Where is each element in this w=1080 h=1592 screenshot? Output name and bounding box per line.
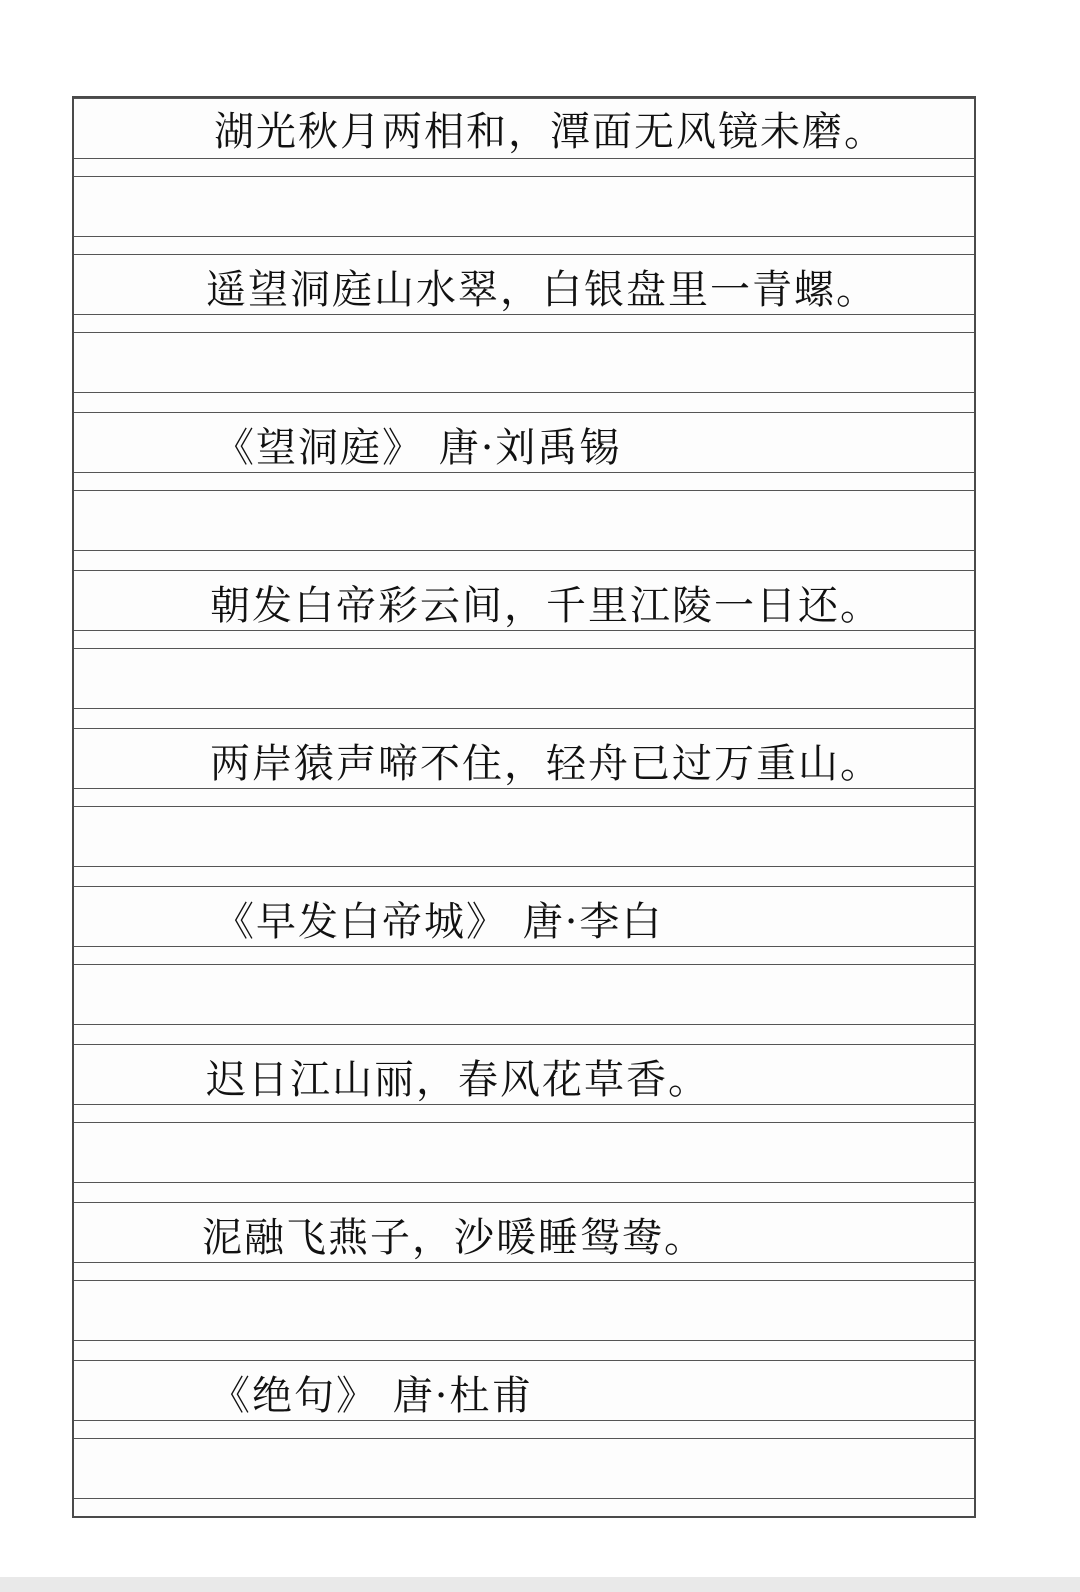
poem-line-1: 湖光秋月两相和，潭面无风镜未磨。 — [214, 109, 886, 155]
rule-line — [74, 1280, 974, 1281]
rule-line — [74, 866, 974, 867]
rule-line — [74, 788, 974, 789]
poem-line-4: 两岸猿声啼不住，轻舟已过万重山。 — [210, 741, 882, 787]
rule-line — [74, 1182, 974, 1183]
lined-writing-sheet — [72, 96, 976, 1518]
rule-line — [74, 708, 974, 709]
rule-line — [74, 254, 974, 255]
rule-line — [74, 1024, 974, 1025]
rule-line — [74, 964, 974, 965]
rule-line — [74, 332, 974, 333]
rule-line — [74, 176, 974, 177]
rule-line — [74, 886, 974, 887]
rule-line — [74, 236, 974, 237]
rule-line — [74, 648, 974, 649]
rule-line — [74, 1438, 974, 1439]
poem-title-attribution: 《绝句》 唐·杜甫 — [210, 1373, 534, 1419]
rule-line — [74, 1498, 974, 1499]
rule-line — [74, 392, 974, 393]
rule-line — [74, 550, 974, 551]
rule-line — [74, 728, 974, 729]
rule-line — [74, 490, 974, 491]
rule-line — [74, 1340, 974, 1341]
rule-line — [74, 946, 974, 947]
poem-line-2: 遥望洞庭山水翠，白银盘里一青螺。 — [206, 267, 878, 313]
rule-line — [74, 1044, 974, 1045]
rule-line — [74, 1360, 974, 1361]
rule-line — [74, 1202, 974, 1203]
rule-line — [74, 570, 974, 571]
rule-line — [74, 630, 974, 631]
rule-line — [74, 806, 974, 807]
rule-line — [74, 1420, 974, 1421]
poem-line-6: 泥融飞燕子，沙暖睡鸳鸯。 — [202, 1215, 706, 1261]
bottom-strip — [0, 1577, 1080, 1592]
poem-line-3: 朝发白帝彩云间，千里江陵一日还。 — [210, 583, 882, 629]
poem-title-attribution: 《早发白帝城》 唐·李白 — [214, 899, 664, 945]
rule-line — [74, 98, 974, 99]
rule-line — [74, 1262, 974, 1263]
rule-line — [74, 412, 974, 413]
rule-line — [74, 1104, 974, 1105]
poem-title-attribution: 《望洞庭》 唐·刘禹锡 — [214, 425, 622, 471]
poem-line-5: 迟日江山丽，春风花草香。 — [206, 1057, 710, 1103]
rule-line — [74, 314, 974, 315]
rule-line — [74, 158, 974, 159]
rule-line — [74, 1122, 974, 1123]
rule-line — [74, 472, 974, 473]
